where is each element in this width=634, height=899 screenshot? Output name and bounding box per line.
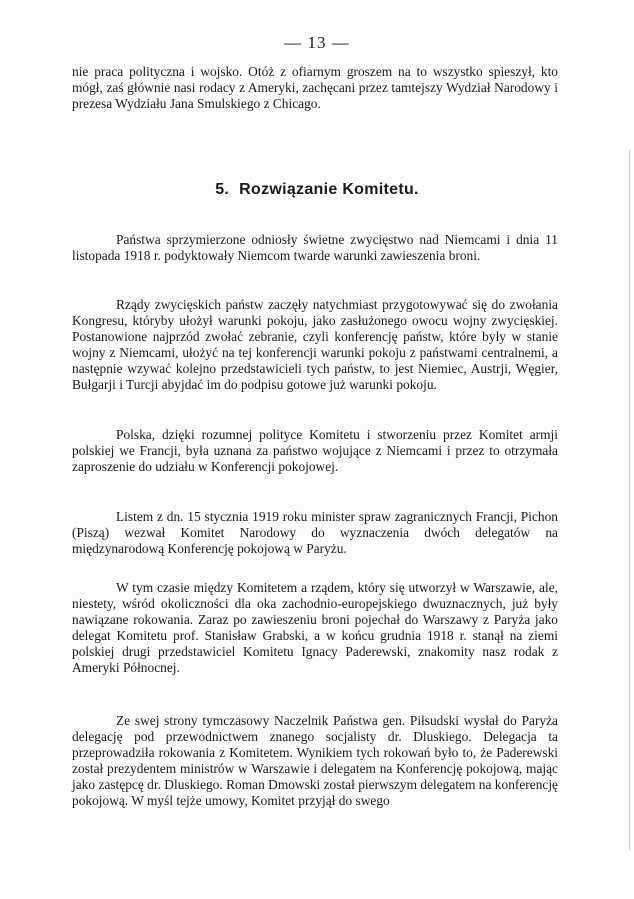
paragraph-text: Ze swej strony tymczasowy Naczelnik Państwa gen. Piłsudski wysłał do Paryża delegację pod przewodnictwem znanego socjalisty dr. Dluskiego. Delegacja ta przeprowadziła rokowania z Komitetem. Wynikiem tych rokowań było to, że Paderewski został prezydentem ministrów w Warszawie i delegatem na Konferencję pokojową, mając jako zastępcę dr. Dluskiego. Roman Dmowski został pierwszym delegatem na konferencję pokojową. W myśl tejże umowy, Komitet przyjął do swego	[72, 713, 558, 809]
paragraph-5	[72, 580, 558, 677]
paragraph-text: Rządy zwycięskich państw zaczęły natychmiast przygotowywać się do zwołania Kongresu, któryby ułożył warunki pokoju, jako zasłużonego owocu wojny zwycięskiej. Postanowione najprzód zwołać zebranie, czyli konferencję państw, które były w stanie wojny z Niemcami, ułożyć na tej konferencji warunki pokoju z państwami centralnemi, a następnie wzywać kolejno przedstawicieli tych państw, to jest Niemiec, Austrji, Węgier, Bułgarji i Turcji abyjdać im do podpisu gotowe już warunki pokoju.	[72, 297, 558, 393]
paragraph-text: Państwa sprzymierzone odniosły świetne zwycięstwo nad Niemcami i dnia 11 listopada 1918 r. podyktowały Niemcom twarde warunki zawieszenia broni.	[72, 232, 558, 264]
page-edge-line	[629, 150, 630, 850]
section-number: 5.	[215, 181, 230, 198]
intro-paragraph	[72, 64, 558, 112]
paragraph-4	[72, 509, 558, 557]
paragraph-text: Polska, dzięki rozumnej polityce Komitetu i stworzeniu przez Komitet armji polskiej we Francji, była uznana za państwo wojujące z Niemcami i przez to otrzymała zaproszenie do udziału w Konferencji pokojowej.	[72, 427, 558, 475]
section-heading	[0, 181, 634, 199]
paragraph-text: Listem z dn. 15 stycznia 1919 roku minister spraw zagranicznych Francji, Pichon (Piszą) wezwał Komitet Narodowy do wyznaczenia dwóch delegatów na międzynarodową Konferencję pokojową w Paryżu.	[72, 509, 558, 557]
paragraph-2	[72, 297, 558, 394]
section-title: Rozwiązanie Komitetu.	[239, 181, 419, 198]
paragraph-6	[72, 713, 558, 810]
paragraph-text: nie praca polityczna i wojsko. Otóż z ofiarnym groszem na to wszystko spieszył, kto mógł, zaś głównie nasi rodacy z Ameryki, zachęcani przez tamtejszy Wydział Narodowy i prezesa Wydziału Jana Smulskiego z Chicago.	[72, 64, 558, 112]
paragraph-3	[72, 427, 558, 475]
paragraph-1	[72, 232, 558, 264]
paragraph-text: W tym czasie między Komitetem a rządem, który się utworzył w Warszawie, ale, niestety, wśród okoliczności dla oka zachodnio-europejskiego dwuznacznych, już były nawiązane rokowania. Zaraz po zawieszeniu broni pojechał do Warszawy z Paryża jako delegat Komitetu prof. Stanisław Grabski, a w końcu grudnia 1918 r. stanął na ziemi polskiej drugi przedstawiciel Komitetu Ignacy Paderewski, znakomity nasz rodak z Ameryki Północnej.	[72, 580, 558, 676]
page-number: — 13 —	[284, 33, 350, 52]
